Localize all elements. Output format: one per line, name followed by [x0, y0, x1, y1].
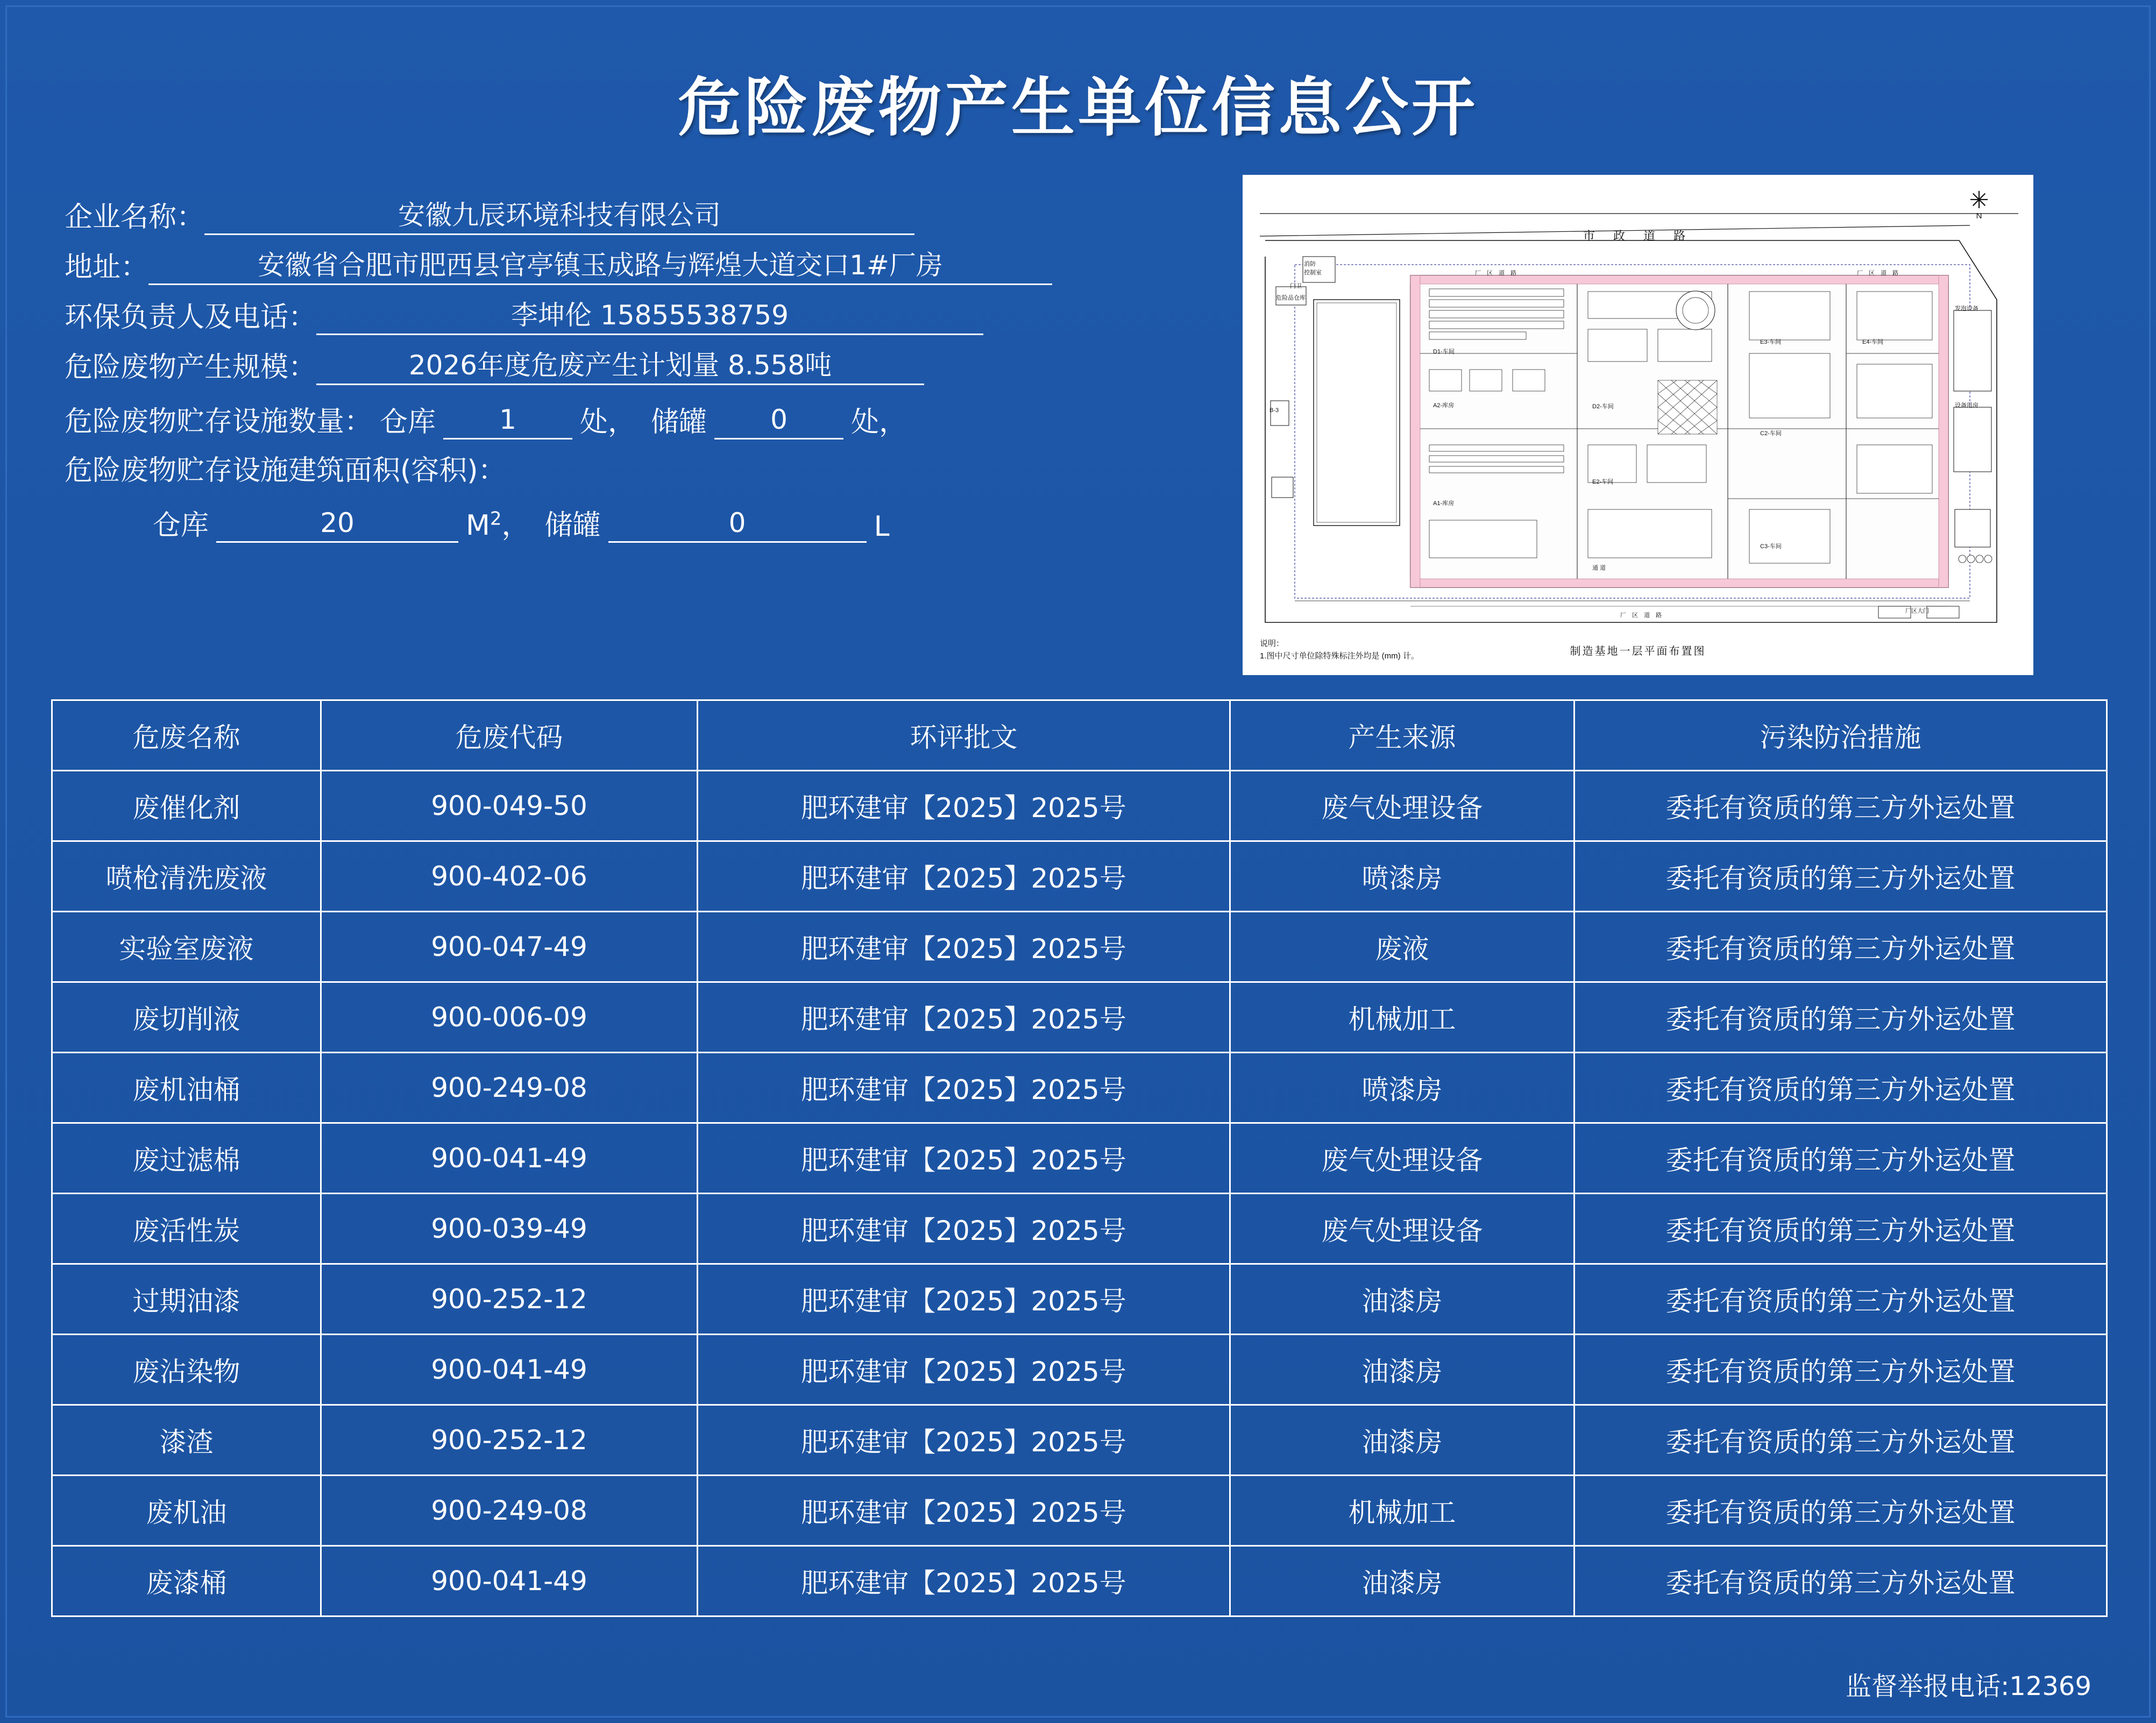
cell-measure: 委托有资质的第三方外运处置: [1575, 1476, 2107, 1546]
address-line: [65, 249, 1221, 285]
cell-measure: 委托有资质的第三方外运处置: [1575, 1264, 2107, 1335]
area-tank-label: 储罐: [544, 509, 601, 542]
facility-count-line: [65, 399, 1221, 439]
address-value: 安徽省合肥市肥西县官亭镇玉成路与辉煌大道交口1#厂房: [148, 249, 1052, 285]
area-unit-l: L: [874, 510, 890, 543]
cell-code: 900-041-49: [321, 1123, 698, 1194]
cell-source: 机械加工: [1230, 982, 1575, 1053]
table-header-row: [52, 700, 2107, 771]
cell-approval: 肥环建审【2025】2025号: [698, 771, 1230, 841]
scale-value: 2026年度危废产生计划量 8.558吨: [316, 349, 924, 385]
cell-code: 900-402-06: [321, 841, 698, 912]
table-row: [52, 1476, 2107, 1546]
cell-measure: 委托有资质的第三方外运处置: [1575, 1053, 2107, 1123]
cell-measure: 委托有资质的第三方外运处置: [1575, 1546, 2107, 1616]
cell-name: 喷枪清洗废液: [52, 841, 321, 912]
area-unit-m2: $M^2$，: [466, 508, 530, 542]
plan-label-block-2: 消防 控制室: [1304, 261, 1322, 276]
area-values-line: [65, 502, 1221, 543]
area-label: 危险废物贮存设施建筑面积(容积)：: [65, 455, 506, 487]
manager-value: 李坤伦 15855538759: [316, 299, 983, 335]
plan-road-label-top-right: 厂 区 道 路: [1857, 270, 1901, 276]
plan-road-label-top-inner: 厂 区 道 路: [1475, 270, 1519, 276]
cell-name: 漆渣: [52, 1405, 321, 1476]
cell-name: 实验室废液: [52, 912, 321, 982]
page-title: 危险废物产生单位信息公开: [677, 70, 1478, 145]
column-header-code: 危废代码: [321, 700, 698, 771]
plan-label-block-3: B-3: [1270, 407, 1279, 414]
manager-label: 环保负责人及电话：: [65, 301, 317, 334]
table-row: [52, 1194, 2107, 1264]
area-label-line: [65, 453, 1221, 488]
cell-code: 900-039-49: [321, 1194, 698, 1264]
cell-code: 900-047-49: [321, 912, 698, 982]
tank-count-value: 0: [714, 403, 843, 439]
plan-road-label-bottom: 厂 区 道 路: [1620, 612, 1664, 619]
cell-measure: 委托有资质的第三方外运处置: [1575, 1335, 2107, 1405]
area-warehouse-label: 仓库: [153, 509, 209, 542]
table-header: [52, 700, 2107, 771]
cell-measure: 委托有资质的第三方外运处置: [1575, 1194, 2107, 1264]
cell-approval: 肥环建审【2025】2025号: [698, 841, 1230, 912]
company-name-label: 企业名称：: [65, 201, 205, 233]
plan-label-gate: 厂区大门: [1905, 608, 1929, 614]
table-row: [52, 982, 2107, 1053]
scale-label: 危险废物产生规模：: [65, 351, 317, 384]
manager-line: [65, 299, 1221, 335]
cell-approval: 肥环建审【2025】2025号: [698, 982, 1230, 1053]
table-row: [52, 1546, 2107, 1616]
plan-note-line1: 说明：: [1260, 639, 1285, 648]
column-header-name: 危废名称: [52, 700, 321, 771]
cell-source: 油漆房: [1230, 1405, 1575, 1476]
cell-code: 900-249-08: [321, 1476, 698, 1546]
area-warehouse-value: 20: [216, 507, 458, 543]
scale-line: [65, 349, 1221, 385]
cell-approval: 肥环建审【2025】2025号: [698, 1546, 1230, 1616]
warehouse-unit: 处，: [580, 406, 636, 438]
tank-unit: 处，: [851, 406, 907, 438]
cell-measure: 委托有资质的第三方外运处置: [1575, 841, 2107, 912]
cell-name: 过期油漆: [52, 1264, 321, 1335]
hazardous-waste-table-wrap: [51, 699, 2106, 1617]
plan-road-top-label: 市 政 道 路: [1583, 229, 1693, 243]
plan-label-c2: C2-车间: [1760, 430, 1782, 437]
cell-name: 废机油: [52, 1476, 321, 1546]
cell-source: 油漆房: [1230, 1264, 1575, 1335]
company-name-line: [65, 199, 1221, 235]
table-row: [52, 771, 2107, 841]
cell-approval: 肥环建审【2025】2025号: [698, 1405, 1230, 1476]
cell-measure: 委托有资质的第三方外运处置: [1575, 982, 2107, 1053]
cell-code: 900-041-49: [321, 1335, 698, 1405]
plan-label-foam-equipment: 发泡设备: [1955, 306, 1978, 312]
plan-label-block-1: 门卫: [1290, 283, 1302, 289]
compass-star: ✳: [1969, 187, 1989, 214]
tank-label: 储罐: [651, 406, 707, 438]
column-header-approval: 环评批文: [698, 700, 1230, 771]
cell-code: 900-006-09: [321, 982, 698, 1053]
table-row: [52, 841, 2107, 912]
cell-source: 废气处理设备: [1230, 1123, 1575, 1194]
cell-source: 废气处理设备: [1230, 771, 1575, 841]
plan-label-a2: A2-库房: [1433, 402, 1455, 409]
cell-approval: 肥环建审【2025】2025号: [698, 1053, 1230, 1123]
cell-name: 废催化剂: [52, 771, 321, 841]
cell-source: 喷漆房: [1230, 841, 1575, 912]
cell-name: 废过滤棉: [52, 1123, 321, 1194]
plan-drawing: [1244, 176, 2033, 675]
cell-approval: 肥环建审【2025】2025号: [698, 1264, 1230, 1335]
plan-label-e3: E3-车间: [1760, 339, 1782, 345]
plan-label-hazard-warehouse: 危险品仓库: [1276, 295, 1306, 301]
report-hotline: 监督举报电话:12369: [1846, 1671, 2091, 1701]
cell-measure: 委托有资质的第三方外运处置: [1575, 1405, 2107, 1476]
area-tank-value: 0: [608, 507, 867, 543]
facility-count-label: 危险废物贮存设施数量：: [65, 406, 373, 438]
site-plan-image: [1243, 175, 2033, 675]
cell-source: 油漆房: [1230, 1546, 1575, 1616]
cell-name: 废切削液: [52, 982, 321, 1053]
cell-name: 废机油桶: [52, 1053, 321, 1123]
table-row: [52, 1123, 2107, 1194]
plan-label-corridor: 通 道: [1592, 565, 1606, 571]
address-label: 地址：: [65, 251, 149, 283]
cell-source: 废气处理设备: [1230, 1194, 1575, 1264]
cell-source: 废液: [1230, 912, 1575, 982]
site-plan-canvas: [1244, 176, 2032, 674]
table-row: [52, 1405, 2107, 1476]
cell-code: 900-249-08: [321, 1053, 698, 1123]
plan-note-line2: 1.图中尺寸单位除特殊标注外均是 (mm) 计。: [1260, 651, 1419, 661]
cell-name: 废活性炭: [52, 1194, 321, 1264]
cell-source: 喷漆房: [1230, 1053, 1575, 1123]
plan-label-equipment-room: 设备用房: [1955, 402, 1978, 409]
table-row: [52, 1335, 2107, 1405]
cell-approval: 肥环建审【2025】2025号: [698, 912, 1230, 982]
column-header-source: 产生来源: [1230, 700, 1575, 771]
table-row: [52, 1053, 2107, 1123]
cell-approval: 肥环建审【2025】2025号: [698, 1335, 1230, 1405]
cell-name: 废沾染物: [52, 1335, 321, 1405]
table-row: [52, 1264, 2107, 1335]
cell-source: 机械加工: [1230, 1476, 1575, 1546]
cell-code: 900-049-50: [321, 771, 698, 841]
compass-north-label: N: [1976, 211, 1982, 221]
plan-caption: 制造基地一层平面布置图: [1570, 646, 1706, 657]
company-name-value: 安徽九辰环境科技有限公司: [204, 199, 914, 235]
cell-name: 废漆桶: [52, 1546, 321, 1616]
table-row: [52, 912, 2107, 982]
company-info-block: [65, 199, 1221, 557]
cell-approval: 肥环建审【2025】2025号: [698, 1476, 1230, 1546]
cell-measure: 委托有资质的第三方外运处置: [1575, 771, 2107, 841]
plan-label-e4: E4-车间: [1862, 339, 1884, 345]
column-header-measure: 污染防治措施: [1575, 700, 2107, 771]
warehouse-label: 仓库: [380, 406, 436, 438]
cell-code: 900-252-12: [321, 1264, 698, 1335]
cell-measure: 委托有资质的第三方外运处置: [1575, 1123, 2107, 1194]
hazardous-waste-table: [51, 699, 2108, 1617]
cell-measure: 委托有资质的第三方外运处置: [1575, 912, 2107, 982]
plan-label-c3: C3-车间: [1760, 543, 1782, 550]
cell-source: 油漆房: [1230, 1335, 1575, 1405]
cell-code: 900-252-12: [321, 1405, 698, 1476]
cell-code: 900-041-49: [321, 1546, 698, 1616]
plan-label-d1: D1-车间: [1433, 349, 1455, 355]
cell-approval: 肥环建审【2025】2025号: [698, 1123, 1230, 1194]
table-body: [52, 771, 2107, 1616]
plan-label-a1: A1-库房: [1433, 500, 1455, 507]
cell-approval: 肥环建审【2025】2025号: [698, 1194, 1230, 1264]
warehouse-count-value: 1: [443, 403, 572, 439]
plan-label-e2: E2-车间: [1592, 479, 1614, 485]
plan-label-d2: D2-车间: [1592, 403, 1614, 410]
